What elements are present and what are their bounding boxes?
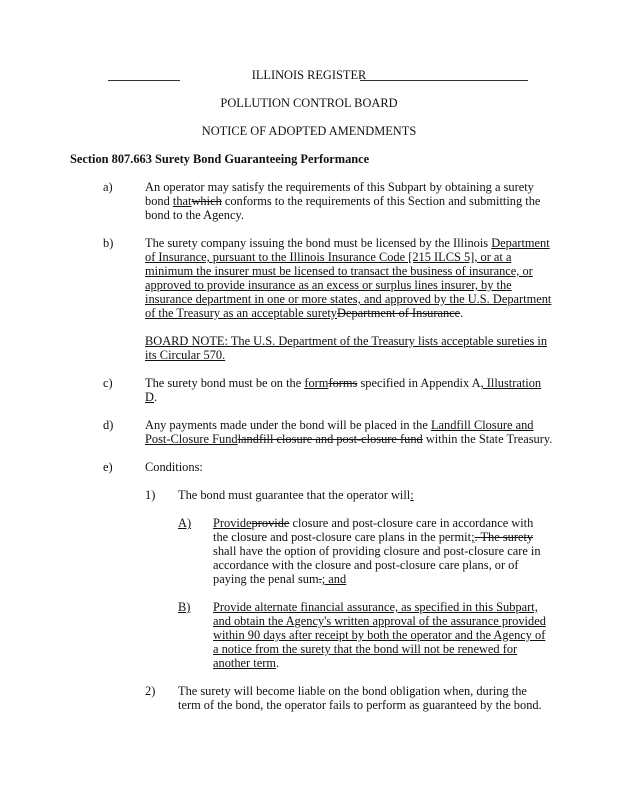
label-e2: 2) (145, 684, 156, 698)
text: Any payments made under the bond will be placed in the (145, 418, 431, 432)
b-line (145, 236, 550, 250)
text: . (460, 306, 464, 320)
c-line (145, 390, 157, 404)
text: paying the penal sum (213, 572, 319, 586)
deleted-text: . (318, 572, 322, 586)
label-a: a) (103, 180, 113, 194)
inserted-text: another term (213, 656, 276, 670)
inserted-text: Landfill Closure and (430, 418, 534, 432)
c-line (145, 376, 541, 390)
inserted-text: Department (491, 236, 550, 250)
b-line: minimum the insurer must be licensed to transact the business of insurance, or (145, 264, 533, 278)
deleted-text: . The surety (474, 530, 534, 544)
text: the closure and post-closure care plans in the permit (213, 530, 472, 544)
register-title: ILLINOIS REGISTER (251, 68, 367, 82)
inserted-text: , or at a (474, 250, 512, 264)
inserted-text: Post-Closure Fund (145, 432, 238, 446)
deleted-text: landfill closure and post-closure fund (237, 432, 423, 446)
inserted-text: Provide (213, 516, 252, 530)
text: . (275, 656, 280, 670)
board-note: its Circular 570. (145, 348, 226, 362)
e1A-line: shall have the option of providing closure and post-closure care in (213, 544, 541, 558)
b-line: approved to provide insurance as an excess or surplus lines insurer, by the (145, 278, 512, 292)
notice-title: NOTICE OF ADOPTED AMENDMENTS (201, 124, 417, 138)
label-e: e) (103, 460, 113, 474)
board-note: BOARD NOTE: The U.S. Department of the Treasury lists acceptable sureties in (145, 334, 548, 348)
e2-line: The surety will become liable on the bond obligation when, during the (178, 684, 527, 698)
inserted-text: ; (471, 530, 475, 544)
inserted-text: that (172, 194, 192, 208)
e-heading: Conditions: (145, 460, 203, 474)
label-c: c) (103, 376, 113, 390)
text: The bond must guarantee that the operator will (178, 488, 411, 502)
e2-line: term of the bond, the operator fails to perform as guaranteed by the bond. (178, 698, 542, 712)
a-line: An operator may satisfy the requirements of this Subpart by obtaining a surety (145, 180, 534, 194)
d-line (145, 418, 534, 432)
agency-title: POLLUTION CONTROL BOARD (220, 96, 398, 110)
text: The surety company issuing the bond must be licensed by the Illinois (145, 236, 492, 250)
inserted-text: of the Treasury as an acceptable surety (145, 306, 337, 320)
e1A-line (213, 572, 346, 586)
text: The surety bond must be on the (145, 376, 305, 390)
text: specified in Appendix A (357, 376, 481, 390)
e1B-line (213, 656, 279, 670)
b-line (145, 250, 511, 264)
label-b: b) (103, 236, 114, 250)
b-line (145, 306, 463, 320)
deleted-text: Department of Insurance (337, 306, 461, 320)
e1B-line: and obtain the Agency's written approval of the assurance provided (213, 614, 546, 628)
inserted-text: , Illustration (480, 376, 542, 390)
label-d: d) (103, 418, 114, 432)
text: . (153, 390, 158, 404)
text: conforms to the requirements of this Section and submitting the (221, 194, 541, 208)
inserted-text: form (304, 376, 329, 390)
a-line (145, 194, 540, 208)
e1A-line (213, 530, 533, 544)
inserted-text: of Insurance, pursuant to the Illinois Insurance Code [215 ILCS 5] (145, 250, 475, 264)
e1B-line: a notice from the surety that the bond will not be renewed for (213, 642, 518, 656)
e1-line (178, 488, 414, 502)
inserted-text: ; and (321, 572, 347, 586)
e1A-line (213, 516, 533, 530)
e1A-line: accordance with the closure and post-closure care plans, or of (213, 558, 519, 572)
deleted-text: which (191, 194, 222, 208)
e1B-line: Provide alternate financial assurance, as specified in this Subpart, (213, 600, 538, 614)
text: within the State Treasury. (422, 432, 553, 446)
section-title: Section 807.663 Surety Bond Guaranteeing Performance (70, 152, 370, 166)
text: closure and post-closure care in accordance with (289, 516, 534, 530)
deleted-text: forms (328, 376, 358, 390)
inserted-text: D (145, 390, 154, 404)
text: bond (145, 194, 173, 208)
d-line (145, 432, 552, 446)
deleted-text: provide (251, 516, 290, 530)
label-e1: 1) (145, 488, 156, 502)
e1B-line: within 90 days after receipt by both the operator and the Agency of (213, 628, 546, 642)
label-e1A: A) (178, 516, 192, 530)
b-line: insurance department in one or more states, and approved by the U.S. Department (145, 292, 552, 306)
inserted-text: : (410, 488, 414, 502)
label-e1B: B) (178, 600, 191, 614)
a-line: bond to the Agency. (145, 208, 244, 222)
